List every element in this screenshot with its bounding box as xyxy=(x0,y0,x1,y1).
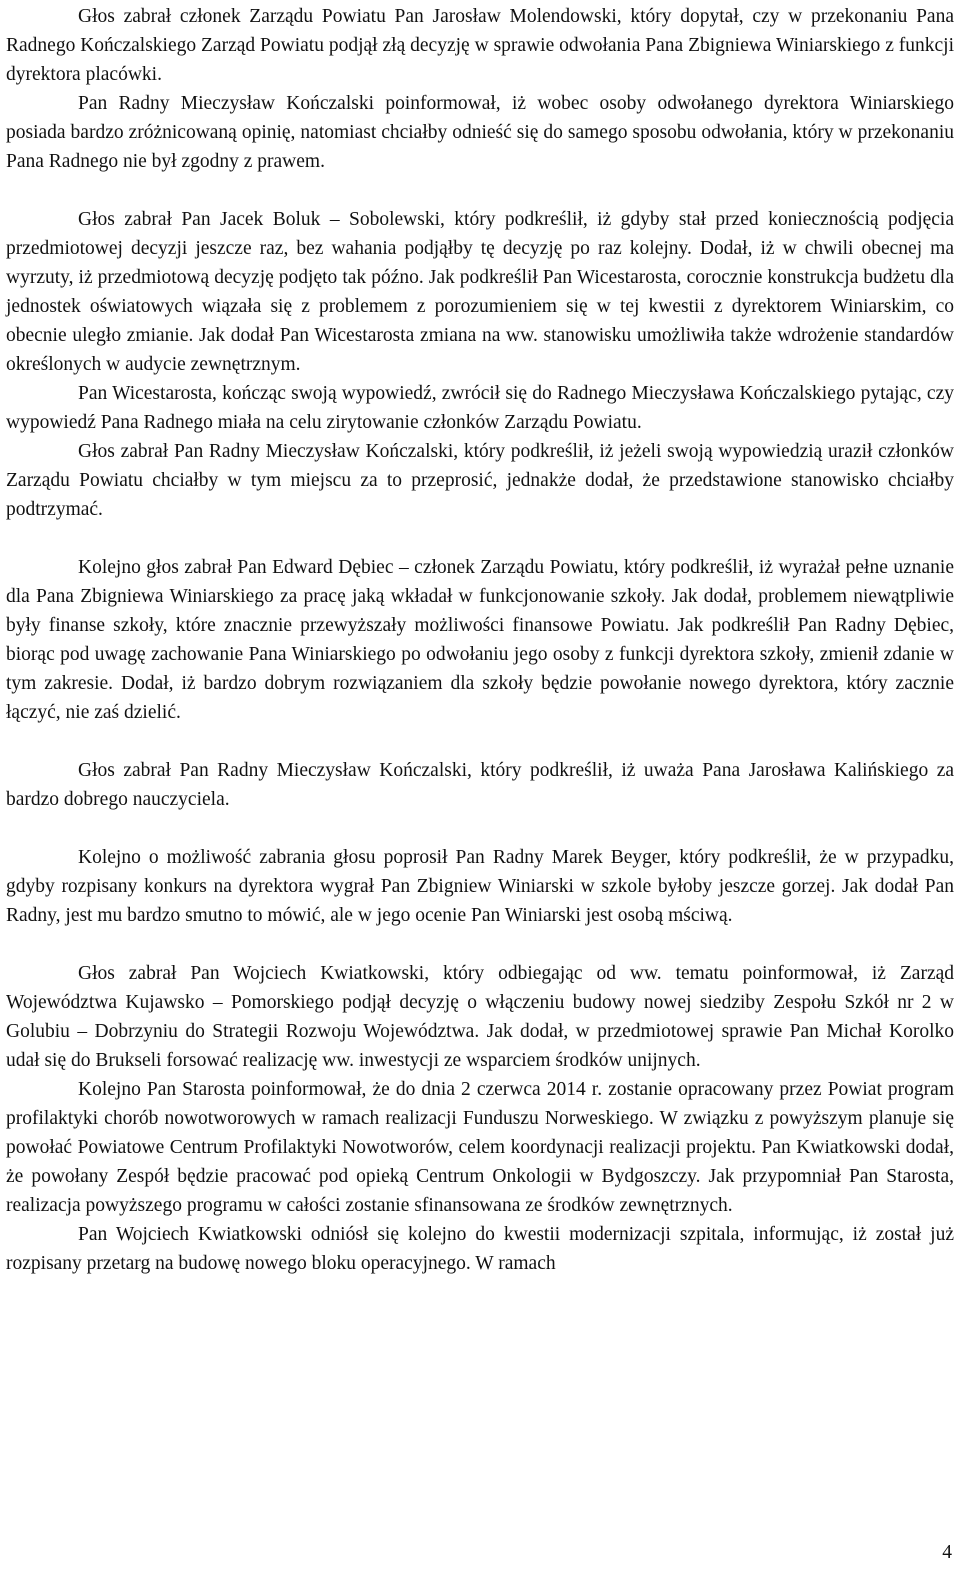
paragraph-konczalski-opinion: Pan Radny Mieczysław Kończalski poinformował, iż wobec osoby odwołanego dyrektora Winiarskiego posiada bardzo zróżnicowaną opinię, natomiast chciałby odnieść się do samego sposobu odwołania, który w przekonaniu Pana Radnego nie był zgodny z prawem. xyxy=(6,93,954,172)
paragraph-kwiatkowski-strategy: Głos zabrał Pan Wojciech Kwiatkowski, który odbiegając od ww. tematu poinformował, iż Zarząd Województwa Kujawsko – Pomorskiego podjął decyzję o włączeniu budowy nowej siedziby Zespołu Szkół nr 2 w Golubiu – Dobrzyniu do Strategii Rozwoju Województwa. Jak dodał, w przedmiotowej sprawie Pan Michał Korolko udał się do Brukseli forsować realizację ww. inwestycji ze wsparciem środków unijnych. xyxy=(6,963,954,1071)
paragraph-kwiatkowski-hospital: Pan Wojciech Kwiatkowski odniósł się kolejno do kwestii modernizacji szpitala, informując, iż został już rozpisany przetarg na budowę nowego bloku operacyjnego. W ramach xyxy=(6,1224,954,1274)
paragraph-beyger: Kolejno o możliwość zabrania głosu poprosił Pan Radny Marek Beyger, który podkreślił, że w przypadku, gdyby rozpisany konkurs na dyrektora wygrał Pan Zbigniew Winiarski w szkole byłoby jeszcze gorzej. Jak dodał Pan Radny, jest mu bardzo smutno to mówić, ale w jego ocenie Pan Winiarski jest osobą mściwą. xyxy=(6,847,954,926)
paragraph-wicestarosta-question: Pan Wicestarosta, kończąc swoją wypowiedź, zwrócił się do Radnego Mieczysława Kończalskiego pytając, czy wypowiedź Pana Radnego miała na celu zirytowanie członków Zarządu Powiatu. xyxy=(6,383,954,433)
paragraph-starosta-program: Kolejno Pan Starosta poinformował, że do dnia 2 czerwca 2014 r. zostanie opracowany przez Powiat program profilaktyki chorób nowotworowych w ramach realizacji Funduszu Norweskiego. W związku z powyższym planuje się powołać Powiatowe Centrum Profilaktyki Nowotworów, celem koordynacji realizacji projektu. Pan Kwiatkowski dodał, że powołany Zespół będzie pracować pod opieką Centrum Onkologii w Bydgoszczy. Jak przypomniał Pan Starosta, realizacja powyższego programu w całości zostanie sfinansowana ze środków zewnętrznych. xyxy=(6,1079,954,1216)
paragraph-boluk-sobolewski: Głos zabrał Pan Jacek Boluk – Sobolewski, który podkreślił, iż gdyby stał przed koniecznością podjęcia przedmiotowej decyzji jeszcze raz, bez wahania podjąłby tę decyzję po raz kolejny. Dodał, iż w chwili obecnej ma wyrzuty, iż przedmiotową decyzję podjęto tak późno. Jak podkreślił Pan Wicestarosta, corocznie konstrukcja budżetu dla jednostek oświatowych wiązała się z problemem z porozumieniem się w tej kwestii z dyrektorem Winiarskim, co obecnie uległo zmianie. Jak dodał Pan Wicestarosta zmiana na ww. stanowisku umożliwiła także wdrożenie standardów określonych w audycie zewnętrznym. xyxy=(6,209,954,375)
paragraph-konczalski-apology: Głos zabrał Pan Radny Mieczysław Kończalski, który podkreślił, iż jeżeli swoją wypowiedzią uraził członków Zarządu Powiatu chciałby w tym miejscu za to przeprosić, jednakże dodał, że przedstawione stanowisko chciałby podtrzymać. xyxy=(6,441,954,520)
paragraph-konczalski-kalinski: Głos zabrał Pan Radny Mieczysław Kończalski, który podkreślił, iż uważa Pana Jarosława Kalińskiego za bardzo dobrego nauczyciela. xyxy=(6,760,954,810)
paragraph-molendowski-question: Głos zabrał członek Zarządu Powiatu Pan Jarosław Molendowski, który dopytał, czy w przekonaniu Pana Radnego Kończalskiego Zarząd Powiatu podjął złą decyzję w sprawie odwołania Pana Zbigniewa Winiarskiego z funkcji dyrektora placówki. xyxy=(6,6,954,85)
page-number: 4 xyxy=(942,1542,952,1563)
paragraph-debiec: Kolejno głos zabrał Pan Edward Dębiec – członek Zarządu Powiatu, który podkreślił, iż wyrażał pełne uznanie dla Pana Zbigniewa Winiarskiego za pracę jaką wkładał w funkcjonowanie szkoły. Jak dodał, problemem niewątpliwie były finanse szkoły, które znacznie przewyższały możliwości finansowe Powiatu. Jak podkreślił Pan Radny Dębiec, biorąc pod uwagę zachowanie Pana Winiarskiego po odwołaniu jego osoby z funkcji dyrektora szkoły, zmienił zdanie w tym zakresie. Dodał, iż bardzo dobrym rozwiązaniem dla szkoły będzie powołanie nowego dyrektora, który zacznie łączyć, nie zaś dzielić. xyxy=(6,557,954,723)
